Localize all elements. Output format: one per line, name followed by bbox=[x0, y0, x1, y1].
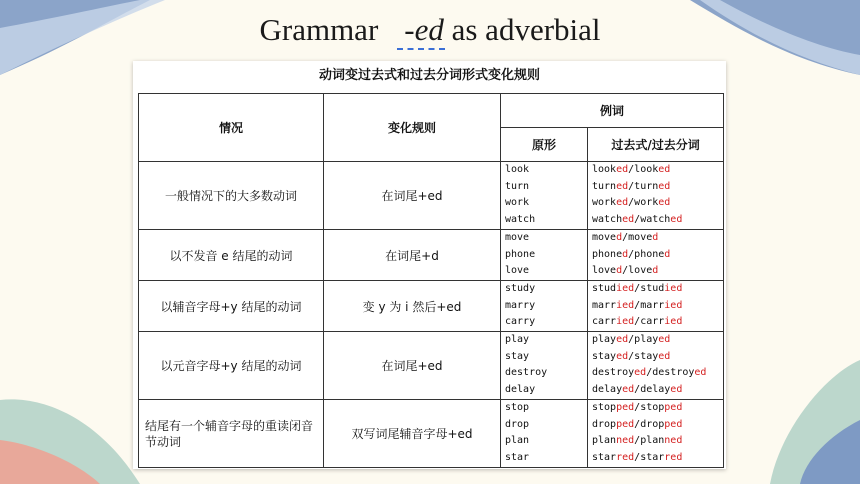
past-word bbox=[592, 332, 723, 349]
participle-suffix: ed bbox=[658, 334, 671, 345]
slash-separator: / bbox=[634, 451, 641, 463]
verb-rules-table bbox=[138, 93, 724, 468]
base-word: phone bbox=[505, 248, 536, 260]
past-form-cell bbox=[588, 400, 724, 468]
header-past: 过去式/过去分词 bbox=[588, 128, 724, 162]
table-row bbox=[139, 332, 724, 400]
past-stem: work bbox=[592, 197, 617, 208]
title-dashed-underline bbox=[397, 48, 445, 50]
participle-suffix: ied bbox=[664, 283, 683, 294]
past-suffix: ed bbox=[616, 197, 629, 208]
rule-cell: 在词尾+d bbox=[324, 230, 501, 281]
past-form-cell bbox=[588, 230, 724, 281]
slash-separator: / bbox=[628, 248, 635, 260]
past-stem: phone bbox=[592, 248, 623, 260]
base-word: work bbox=[505, 197, 530, 208]
past-suffix: ed bbox=[634, 367, 647, 378]
base-form-cell bbox=[501, 400, 588, 468]
past-suffix: ed bbox=[616, 350, 629, 362]
past-stem: love bbox=[592, 265, 617, 276]
slash-separator: / bbox=[634, 316, 641, 327]
past-stem: destroy bbox=[592, 367, 635, 378]
past-suffix: red bbox=[616, 451, 635, 463]
past-suffix: ed bbox=[622, 213, 635, 225]
past-suffix: ied bbox=[616, 283, 635, 294]
situation-cell: 以辅音字母+y 结尾的动词 bbox=[139, 281, 324, 332]
participle-suffix: ned bbox=[664, 435, 683, 446]
past-stem: play bbox=[592, 334, 617, 345]
past-word bbox=[592, 433, 723, 450]
slash-separator: / bbox=[628, 197, 635, 208]
participle-suffix: ied bbox=[664, 299, 683, 311]
participle-stem: destroy bbox=[652, 367, 695, 378]
slash-separator: / bbox=[634, 283, 641, 294]
past-word bbox=[592, 365, 723, 382]
participle-suffix: ed bbox=[670, 383, 683, 395]
base-word: look bbox=[505, 164, 530, 175]
past-word bbox=[592, 162, 723, 179]
past-form-cell bbox=[588, 332, 724, 400]
slash-separator: / bbox=[622, 265, 629, 276]
base-word: love bbox=[505, 265, 530, 276]
participle-suffix: d bbox=[664, 248, 671, 260]
past-word bbox=[592, 314, 723, 331]
participle-stem: look bbox=[634, 164, 659, 175]
past-stem: turn bbox=[592, 180, 617, 192]
header-situation: 情况 bbox=[139, 94, 324, 162]
situation-cell: 以元音字母+y 结尾的动词 bbox=[139, 332, 324, 400]
participle-stem: love bbox=[628, 265, 653, 276]
past-stem: stop bbox=[592, 402, 617, 413]
rules-table-card bbox=[133, 61, 726, 469]
participle-stem: plan bbox=[640, 435, 665, 446]
base-form-cell bbox=[501, 230, 588, 281]
title-suffix: as adverbial bbox=[443, 12, 601, 47]
base-word: stop bbox=[505, 402, 530, 413]
participle-stem: watch bbox=[640, 213, 671, 225]
slash-separator: / bbox=[634, 418, 641, 430]
base-word: plan bbox=[505, 435, 530, 446]
rule-cell: 双写词尾辅音字母+ed bbox=[324, 400, 501, 468]
past-stem: watch bbox=[592, 213, 623, 225]
base-word: star bbox=[505, 451, 530, 463]
past-word bbox=[592, 179, 723, 196]
base-word: destroy bbox=[505, 367, 548, 378]
base-word: carry bbox=[505, 316, 536, 327]
slash-separator: / bbox=[628, 334, 635, 345]
participle-suffix: d bbox=[652, 232, 659, 243]
base-form-cell bbox=[501, 281, 588, 332]
base-form-cell bbox=[501, 332, 588, 400]
past-suffix: ed bbox=[616, 180, 629, 192]
past-suffix: ied bbox=[616, 299, 635, 311]
header-examples: 例词 bbox=[501, 94, 724, 128]
base-word: drop bbox=[505, 418, 530, 430]
base-word: watch bbox=[505, 213, 536, 225]
slash-separator: / bbox=[628, 164, 635, 175]
participle-stem: stud bbox=[640, 283, 665, 294]
participle-stem: marr bbox=[640, 299, 665, 311]
past-stem: stay bbox=[592, 350, 617, 362]
past-stem: drop bbox=[592, 418, 617, 430]
past-word bbox=[592, 195, 723, 212]
participle-suffix: ed bbox=[694, 367, 707, 378]
past-suffix: ned bbox=[616, 435, 635, 446]
table-row bbox=[139, 162, 724, 230]
base-word: delay bbox=[505, 383, 536, 395]
past-suffix: ied bbox=[616, 316, 635, 327]
past-word bbox=[592, 281, 723, 298]
past-suffix: ed bbox=[616, 164, 629, 175]
slash-separator: / bbox=[622, 232, 629, 243]
participle-suffix: ed bbox=[658, 197, 671, 208]
participle-suffix: ed bbox=[658, 164, 671, 175]
participle-suffix: ped bbox=[664, 402, 683, 413]
past-stem: stud bbox=[592, 283, 617, 294]
title-prefix: Grammar bbox=[259, 12, 379, 47]
base-word: turn bbox=[505, 180, 530, 192]
past-suffix: ped bbox=[616, 402, 635, 413]
participle-stem: drop bbox=[640, 418, 665, 430]
slash-separator: / bbox=[634, 402, 641, 413]
rule-cell: 在词尾+ed bbox=[324, 162, 501, 230]
past-stem: look bbox=[592, 164, 617, 175]
header-rule: 变化规则 bbox=[324, 94, 501, 162]
past-form-cell bbox=[588, 162, 724, 230]
situation-cell: 以不发音 e 结尾的动词 bbox=[139, 230, 324, 281]
past-word bbox=[592, 382, 723, 399]
participle-suffix: ed bbox=[658, 350, 671, 362]
past-suffix: ed bbox=[616, 334, 629, 345]
past-form-cell bbox=[588, 281, 724, 332]
participle-stem: phone bbox=[634, 248, 665, 260]
slash-separator: / bbox=[628, 350, 635, 362]
participle-suffix: ed bbox=[658, 180, 671, 192]
participle-stem: move bbox=[628, 232, 653, 243]
slash-separator: / bbox=[634, 213, 641, 225]
past-stem: delay bbox=[592, 383, 623, 395]
past-stem: star bbox=[592, 451, 617, 463]
header-base: 原形 bbox=[501, 128, 588, 162]
past-stem: marr bbox=[592, 299, 617, 311]
past-word bbox=[592, 230, 723, 247]
base-word: play bbox=[505, 334, 530, 345]
past-word bbox=[592, 349, 723, 366]
past-stem: move bbox=[592, 232, 617, 243]
participle-stem: stay bbox=[634, 350, 659, 362]
base-word: marry bbox=[505, 299, 536, 311]
past-word bbox=[592, 247, 723, 264]
past-suffix: d bbox=[616, 265, 623, 276]
slide-title bbox=[0, 12, 860, 48]
past-suffix: ed bbox=[622, 383, 635, 395]
past-word bbox=[592, 263, 723, 280]
table-caption: 动词变过去式和过去分词形式变化规则 bbox=[318, 68, 540, 83]
base-word: study bbox=[505, 283, 536, 294]
participle-stem: stop bbox=[640, 402, 665, 413]
situation-cell: 结尾有一个辅音字母的重读闭音节动词 bbox=[139, 400, 324, 468]
slash-separator: / bbox=[634, 435, 641, 446]
table-row bbox=[139, 400, 724, 468]
past-suffix: d bbox=[622, 248, 629, 260]
slash-separator: / bbox=[628, 180, 635, 192]
participle-stem: star bbox=[640, 451, 665, 463]
participle-stem: delay bbox=[640, 383, 671, 395]
base-form-cell bbox=[501, 162, 588, 230]
past-word bbox=[592, 417, 723, 434]
past-word bbox=[592, 212, 723, 229]
title-ed-italic: -ed bbox=[404, 12, 444, 47]
base-word: move bbox=[505, 232, 530, 243]
slash-separator: / bbox=[646, 367, 653, 378]
participle-stem: play bbox=[634, 334, 659, 345]
situation-cell: 一般情况下的大多数动词 bbox=[139, 162, 324, 230]
participle-suffix: ed bbox=[670, 213, 683, 225]
slash-separator: / bbox=[634, 383, 641, 395]
participle-suffix: ied bbox=[664, 316, 683, 327]
past-stem: carr bbox=[592, 316, 617, 327]
past-suffix: d bbox=[616, 232, 623, 243]
table-row bbox=[139, 281, 724, 332]
table-row bbox=[139, 230, 724, 281]
participle-suffix: d bbox=[652, 265, 659, 276]
participle-stem: carr bbox=[640, 316, 665, 327]
rule-cell: 变 y 为 i 然后+ed bbox=[324, 281, 501, 332]
past-word bbox=[592, 298, 723, 315]
past-suffix: ped bbox=[616, 418, 635, 430]
base-word: stay bbox=[505, 350, 530, 362]
participle-stem: work bbox=[634, 197, 659, 208]
participle-suffix: ped bbox=[664, 418, 683, 430]
past-stem: plan bbox=[592, 435, 617, 446]
past-word bbox=[592, 450, 723, 467]
participle-suffix: red bbox=[664, 451, 683, 463]
rule-cell: 在词尾+ed bbox=[324, 332, 501, 400]
participle-stem: turn bbox=[634, 180, 659, 192]
slash-separator: / bbox=[634, 299, 641, 311]
past-word bbox=[592, 400, 723, 417]
